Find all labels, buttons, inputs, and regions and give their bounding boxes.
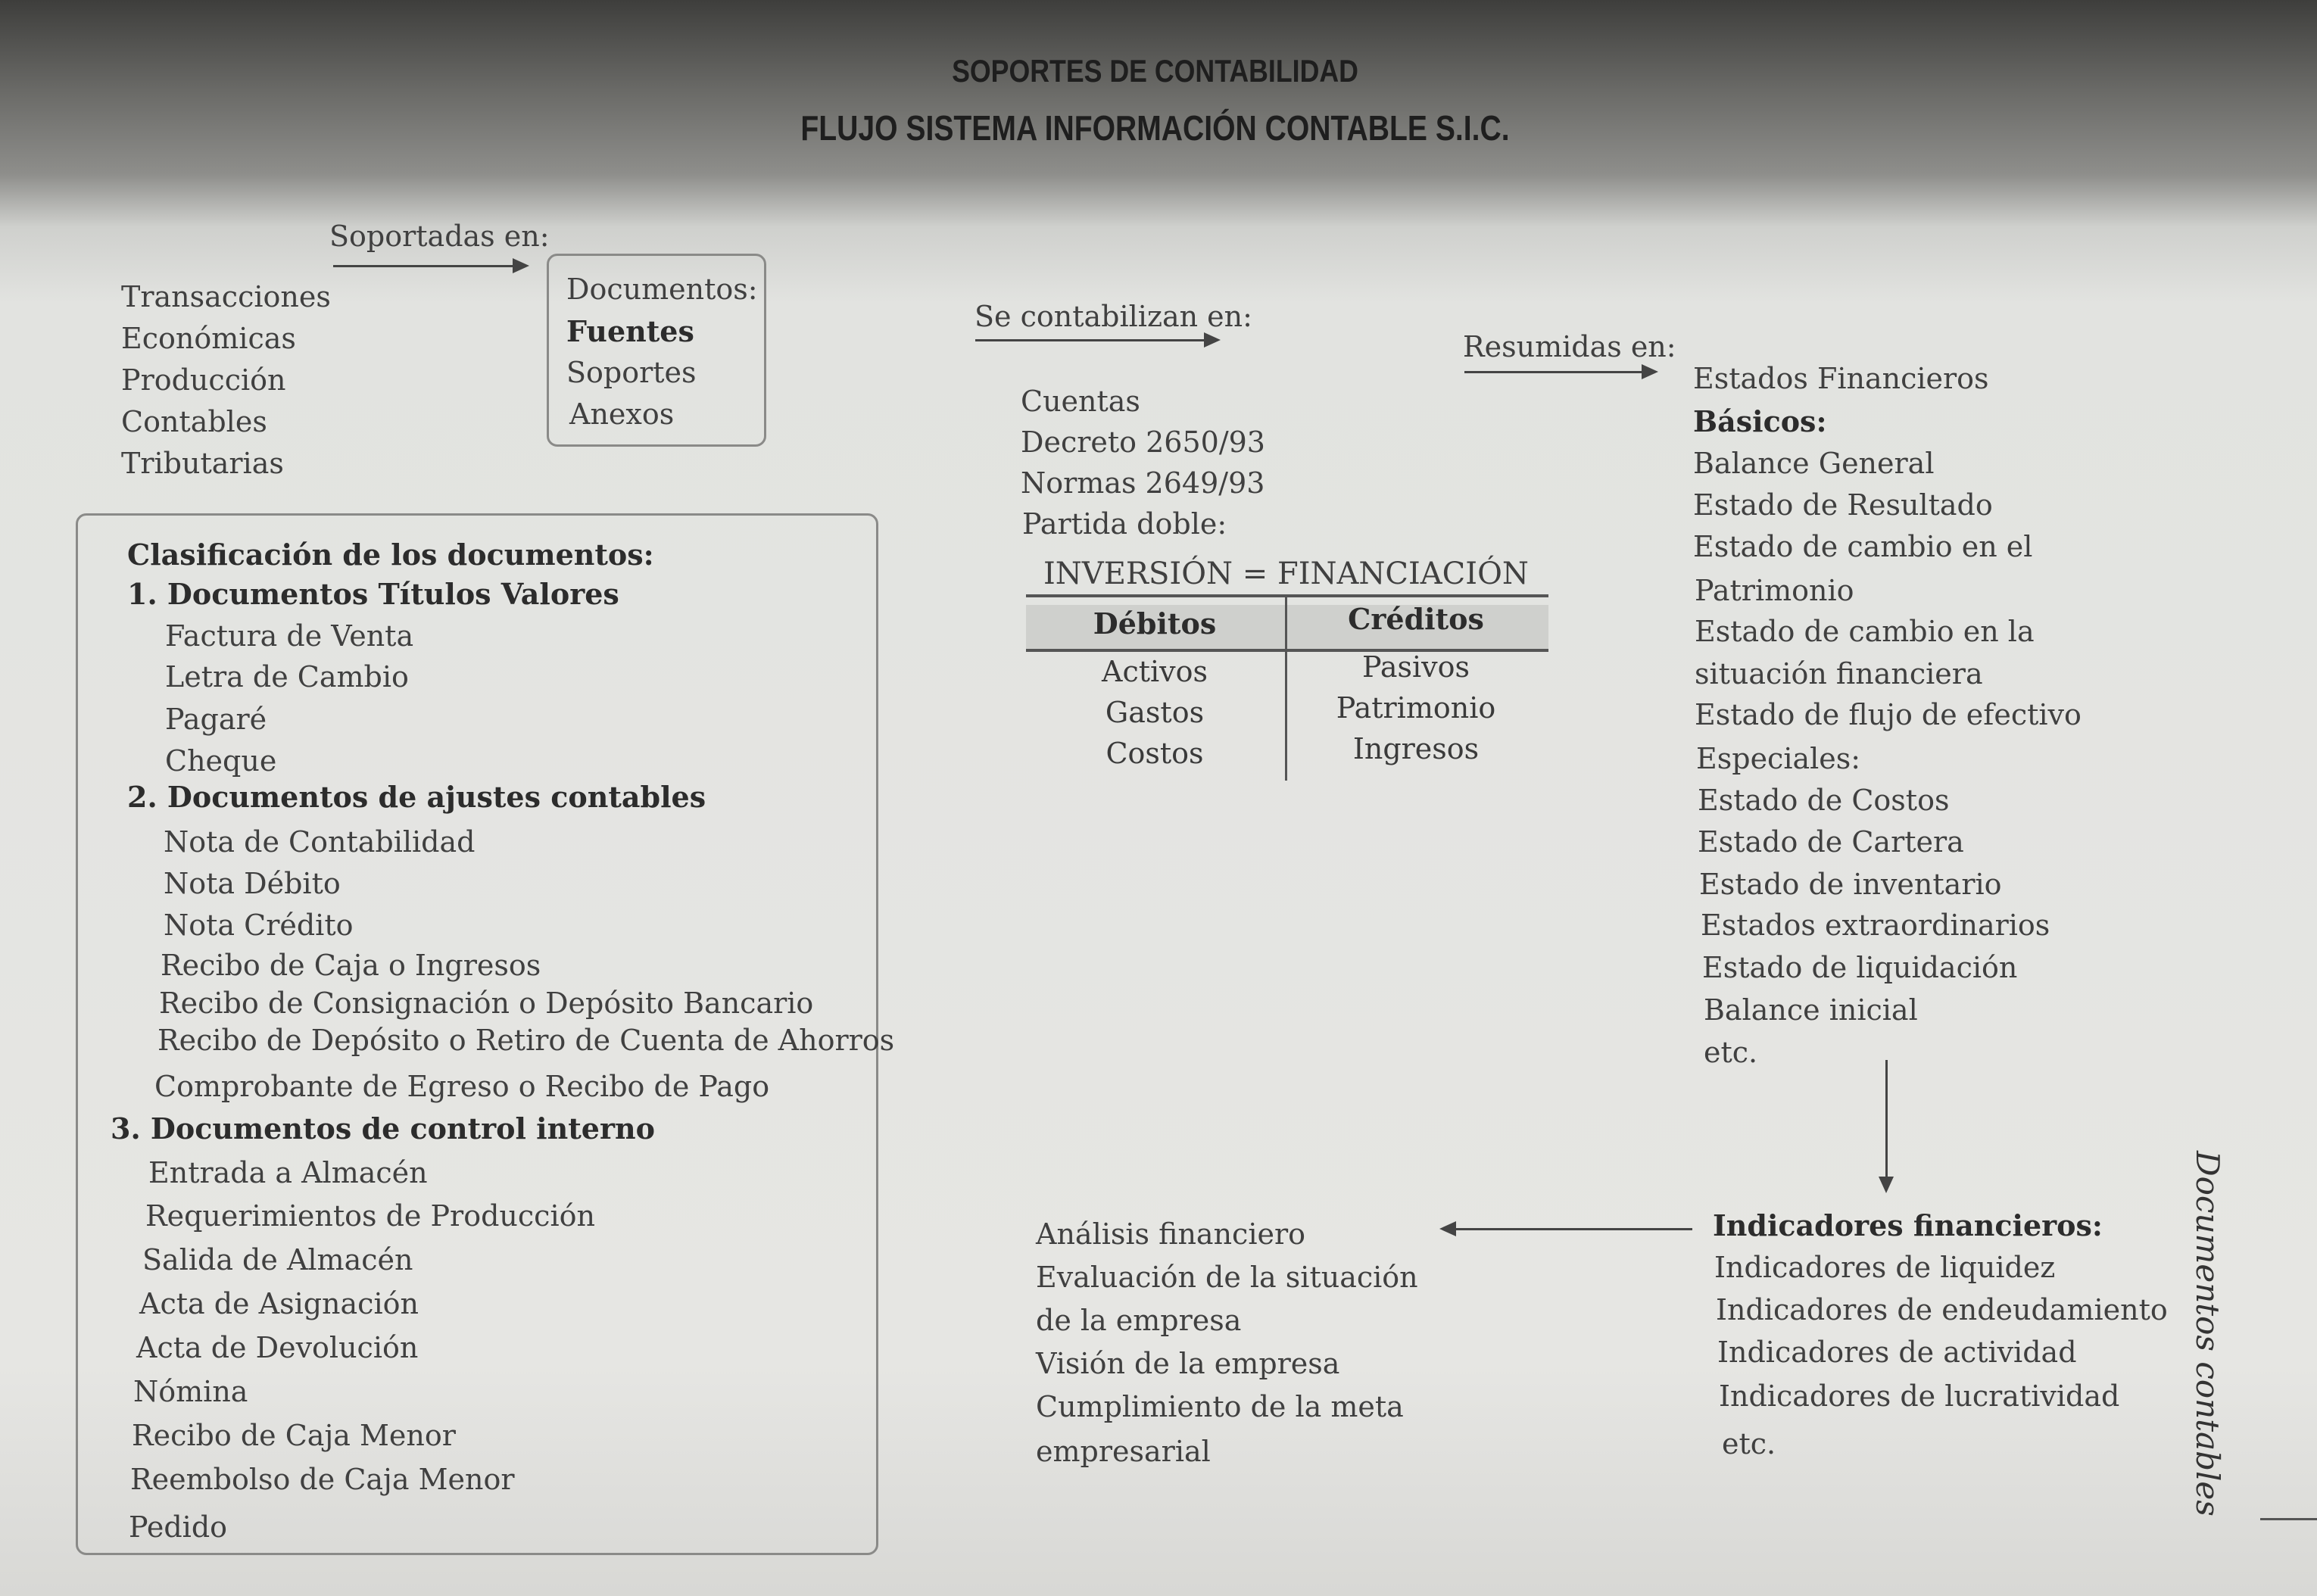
list-item: Recibo de Caja o Ingresos bbox=[161, 949, 541, 982]
list-item: Factura de Venta bbox=[165, 619, 414, 653]
list-item: Salida de Almacén bbox=[142, 1243, 413, 1276]
list-item: Recibo de Depósito o Retiro de Cuenta de Ahorros bbox=[157, 1024, 895, 1057]
list-item: Evaluación de la situación bbox=[1036, 1261, 1418, 1294]
arrow-contabilizan bbox=[975, 339, 1218, 341]
list-item: Estado de Cartera bbox=[1698, 825, 1964, 859]
cuentas-item: Normas 2649/93 bbox=[1021, 466, 1265, 500]
group-heading: 2. Documentos de ajustes contables bbox=[127, 780, 706, 814]
list-item: Patrimonio bbox=[1695, 574, 1854, 607]
list-item: Pedido bbox=[129, 1510, 228, 1544]
list-item: Cumplimiento de la meta bbox=[1036, 1390, 1404, 1423]
side-label: Documentos contables bbox=[2189, 1151, 2226, 1517]
list-item: Análisis financiero bbox=[1036, 1217, 1306, 1251]
documentos-item: Anexos bbox=[569, 397, 675, 431]
list-item: Entrada a Almacén bbox=[148, 1156, 428, 1189]
list-item: Balance General bbox=[1693, 447, 1935, 480]
list-item: Pagaré bbox=[165, 703, 267, 736]
cuentas-item: Decreto 2650/93 bbox=[1021, 425, 1265, 459]
cuentas-item: Cuentas bbox=[1021, 385, 1140, 418]
documentos-fuentes: Fuentes bbox=[566, 314, 694, 348]
estados-title: Estados Financieros bbox=[1693, 362, 1989, 395]
table-cell: Costos bbox=[1105, 737, 1204, 770]
table-header-debitos: Débitos bbox=[1093, 606, 1217, 641]
table-cell: Ingresos bbox=[1352, 732, 1480, 765]
cuentas-item: Partida doble: bbox=[1022, 507, 1227, 541]
list-item: etc. bbox=[1704, 1036, 1758, 1069]
list-item: Estado de liquidación bbox=[1702, 951, 2018, 984]
header-subtitle: FLUJO SISTEMA INFORMACIÓN CONTABLE S.I.C. bbox=[800, 108, 1510, 148]
list-item: Acta de Devolución bbox=[136, 1331, 419, 1364]
list-item: Nota Débito bbox=[164, 867, 341, 900]
list-item: Contables bbox=[121, 405, 267, 438]
documentos-item: Soportes bbox=[566, 356, 697, 389]
table-cell: Pasivos bbox=[1361, 650, 1470, 684]
indicadores-title: Indicadores financieros: bbox=[1713, 1208, 2103, 1242]
list-item: Nota de Contabilidad bbox=[164, 825, 476, 859]
list-item: Transacciones bbox=[121, 280, 331, 313]
list-item: Reembolso de Caja Menor bbox=[130, 1463, 515, 1496]
list-item: situación financiera bbox=[1695, 657, 1983, 690]
list-item: Nómina bbox=[133, 1375, 248, 1408]
list-item: Cheque bbox=[165, 744, 277, 778]
list-item: Nota Crédito bbox=[164, 909, 354, 942]
arrow-resumidas bbox=[1464, 371, 1655, 373]
clasificacion-title: Clasificación de los documentos: bbox=[127, 538, 654, 572]
label-resumidas: Resumidas en: bbox=[1463, 330, 1676, 363]
list-item: Comprobante de Egreso o Recibo de Pago bbox=[154, 1070, 770, 1103]
list-item: Indicadores de lucratividad bbox=[1719, 1379, 2120, 1413]
table-cell: Gastos bbox=[1105, 696, 1205, 729]
list-item: Requerimientos de Producción bbox=[145, 1199, 595, 1233]
group-heading: 1. Documentos Títulos Valores bbox=[127, 577, 619, 611]
estados-especiales-label: Especiales: bbox=[1696, 742, 1861, 775]
list-item: Estados extraordinarios bbox=[1701, 909, 2050, 942]
list-item: Estado de cambio en la bbox=[1695, 615, 2035, 648]
header-title: SOPORTES DE CONTABILIDAD bbox=[952, 53, 1358, 89]
list-item: Recibo de Caja Menor bbox=[132, 1419, 456, 1452]
list-item: Letra de Cambio bbox=[165, 660, 409, 694]
arrow-to-analisis bbox=[1442, 1228, 1692, 1230]
corner-rule bbox=[2260, 1518, 2317, 1520]
list-item: Estado de cambio en el bbox=[1693, 530, 2033, 563]
list-item: Estado de Costos bbox=[1698, 784, 1950, 817]
list-item: Indicadores de liquidez bbox=[1714, 1251, 2056, 1284]
list-item: Indicadores de endeudamiento bbox=[1716, 1293, 2168, 1326]
equation: INVERSIÓN = FINANCIACIÓN bbox=[1043, 556, 1529, 591]
table-cell: Activos bbox=[1102, 655, 1208, 688]
arrow-down-indicadores bbox=[1885, 1060, 1888, 1190]
list-item: Tributarias bbox=[121, 447, 284, 480]
label-soportadas: Soportadas en: bbox=[329, 220, 550, 253]
table-cell: Patrimonio bbox=[1336, 691, 1496, 725]
list-item: Acta de Asignación bbox=[139, 1287, 419, 1320]
table-header-creditos: Créditos bbox=[1348, 602, 1484, 636]
list-item: Balance inicial bbox=[1704, 993, 1918, 1027]
list-item: empresarial bbox=[1036, 1435, 1211, 1468]
list-item: Económicas bbox=[121, 322, 296, 355]
estados-basicos-label: Básicos: bbox=[1693, 404, 1827, 438]
table-rule bbox=[1026, 594, 1548, 597]
group-heading: 3. Documentos de control interno bbox=[111, 1111, 655, 1146]
list-item: etc. bbox=[1722, 1427, 1776, 1460]
list-item: Indicadores de actividad bbox=[1717, 1336, 2077, 1369]
list-item: Estado de Resultado bbox=[1693, 488, 1993, 522]
arrow-soportadas bbox=[333, 265, 526, 267]
list-item: Estado de inventario bbox=[1699, 868, 2002, 901]
label-contabilizan: Se contabilizan en: bbox=[975, 300, 1252, 333]
list-item: de la empresa bbox=[1036, 1304, 1242, 1337]
list-item: Visión de la empresa bbox=[1036, 1347, 1340, 1380]
list-item: Producción bbox=[121, 363, 286, 397]
list-item: Estado de flujo de efectivo bbox=[1695, 698, 2082, 731]
documentos-title: Documentos: bbox=[566, 273, 758, 306]
list-item: Recibo de Consignación o Depósito Bancario bbox=[159, 987, 814, 1020]
